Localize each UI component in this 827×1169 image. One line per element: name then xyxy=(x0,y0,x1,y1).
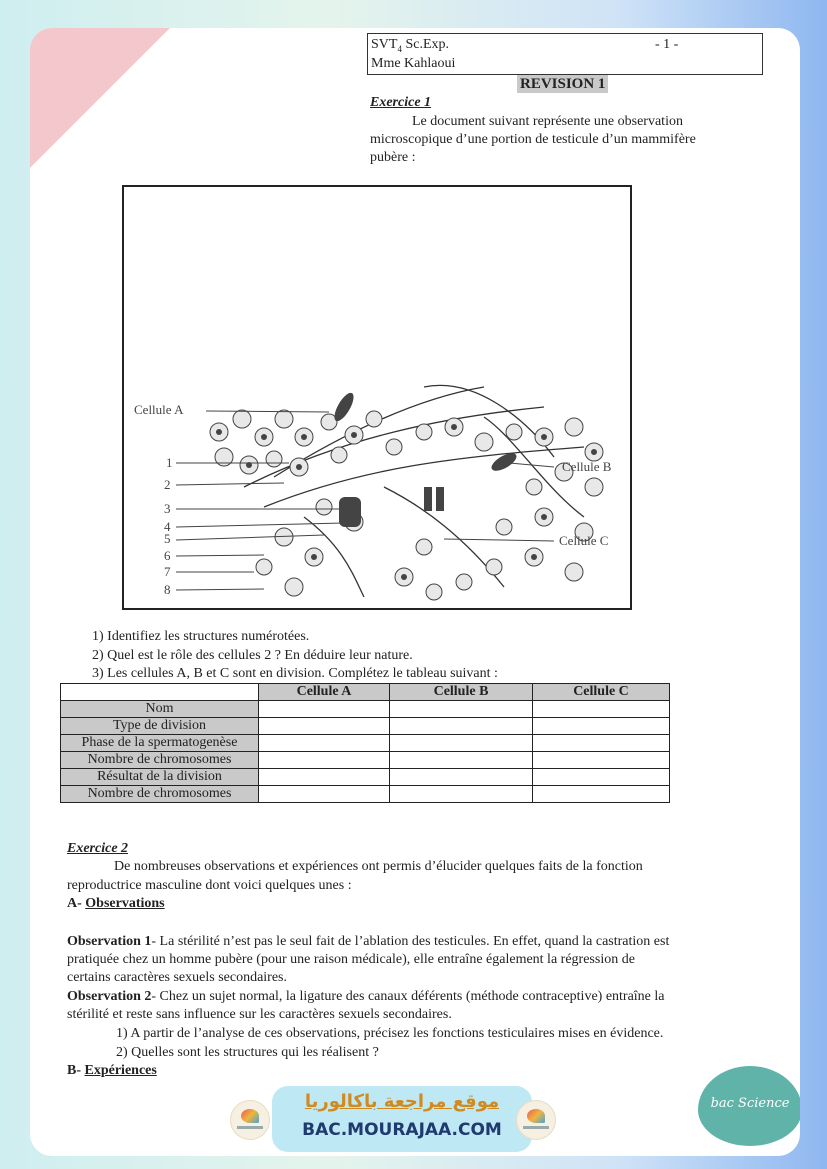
label-num-7: 7 xyxy=(164,564,171,579)
table-cell[interactable] xyxy=(533,718,670,735)
label-cellule-b: Cellule B xyxy=(562,459,612,474)
row-label: Résultat de la division xyxy=(61,769,259,786)
table-cell[interactable] xyxy=(390,718,533,735)
obs1-line1: Observation 1- La stérilité n’est pas le seul fait de l’ablation des testicules. En effet, quand la castration est xyxy=(67,934,670,949)
label-num-1: 1 xyxy=(166,455,173,470)
label-cellule-c: Cellule C xyxy=(559,533,609,548)
row-label: Nombre de chromosomes xyxy=(61,786,259,803)
table-cell[interactable] xyxy=(533,735,670,752)
header-box xyxy=(367,33,763,75)
ex1-intro-line1: Le document suivant représente une observation xyxy=(412,114,683,129)
ex1-title: Exercice 1 xyxy=(370,95,432,110)
table-row xyxy=(61,718,670,735)
obs2-line2: stérilité et reste sans influence sur les caractères sexuels secondaires. xyxy=(67,1007,452,1022)
site-logo-right-icon xyxy=(516,1100,556,1140)
obs1-line3: certains caractères sexuels secondaires. xyxy=(67,970,287,985)
section-b-heading: B- Expériences xyxy=(67,1063,157,1078)
ex2-intro-line1: De nombreuses observations et expériences ont permis d’élucider quelques faits de la fonction xyxy=(114,859,643,874)
table-row xyxy=(61,786,670,803)
ex1-question-2: 2) Quel est le rôle des cellules 2 ? En déduire leur nature. xyxy=(92,648,413,663)
table-header-row xyxy=(61,684,670,701)
table-cell[interactable] xyxy=(259,752,390,769)
header-course: $SVT_4$ Sc.Exp. xyxy=(371,37,450,54)
page-title: REVISION 1 xyxy=(517,75,608,93)
table-cell[interactable] xyxy=(259,769,390,786)
row-label: Type de division xyxy=(61,718,259,735)
footer-url-link[interactable]: BAC.MOURAJAA.COM xyxy=(302,1120,502,1140)
obs1-line2: pratiquée chez un homme pubère (pour une raison médicale), elle entraîne également la régression de xyxy=(67,952,635,967)
table-row xyxy=(61,752,670,769)
obs2-line1: Observation 2- Chez un sujet normal, la ligature des canaux déférents (méthode contraceptive) entraîne la xyxy=(67,989,665,1004)
label-cellule-a: Cellule A xyxy=(134,402,184,417)
table-corner-cell xyxy=(61,684,259,701)
testis-figure xyxy=(122,185,632,610)
ex1-intro-line3: pubère : xyxy=(370,150,416,165)
row-label: Nom xyxy=(61,701,259,718)
row-label: Phase de la spermatogenèse xyxy=(61,735,259,752)
table-cell[interactable] xyxy=(259,718,390,735)
table-cell[interactable] xyxy=(259,735,390,752)
table-cell[interactable] xyxy=(533,701,670,718)
table-cell[interactable] xyxy=(390,786,533,803)
table-header: Cellule A xyxy=(259,684,390,701)
ex1-question-3: 3) Les cellules A, B et C sont en division. Complétez le tableau suivant : xyxy=(92,666,498,681)
ex2-question-1: 1) A partir de l’analyse de ces observations, précisez les fonctions testiculaires mises en évidence. xyxy=(116,1026,664,1041)
table-header: Cellule C xyxy=(533,684,670,701)
header-teacher: Mme Kahlaoui xyxy=(371,56,456,71)
ex1-question-1: 1) Identifiez les structures numérotées. xyxy=(92,629,310,644)
ex2-intro-line2: reproductrice masculine dont voici quelques unes : xyxy=(67,878,352,893)
label-num-5: 5 xyxy=(164,531,171,546)
ex2-question-2: 2) Quelles sont les structures qui les réalisent ? xyxy=(116,1045,379,1060)
label-num-3: 3 xyxy=(164,501,171,516)
table-cell[interactable] xyxy=(390,769,533,786)
table-header: Cellule B xyxy=(390,684,533,701)
table-cell[interactable] xyxy=(259,786,390,803)
corner-decoration xyxy=(30,28,170,168)
table-row xyxy=(61,769,670,786)
table-cell[interactable] xyxy=(533,769,670,786)
table-cell[interactable] xyxy=(390,735,533,752)
section-a-heading: A- Observations xyxy=(67,896,165,911)
table-cell[interactable] xyxy=(259,701,390,718)
row-label: Nombre de chromosomes xyxy=(61,752,259,769)
table-cell[interactable] xyxy=(533,752,670,769)
ex1-intro-line2: microscopique d’une portion de testicule d’un mammifère xyxy=(370,132,696,147)
table-cell[interactable] xyxy=(533,786,670,803)
table-row xyxy=(61,735,670,752)
page-number: - 1 - xyxy=(655,37,679,52)
table-cell[interactable] xyxy=(390,752,533,769)
table-row xyxy=(61,701,670,718)
footer-arabic-title: موقع مراجعة باكالوريا xyxy=(304,1091,500,1112)
ex2-title: Exercice 2 xyxy=(67,841,129,856)
division-table xyxy=(60,683,670,803)
testis-drawing xyxy=(124,187,630,608)
label-num-2: 2 xyxy=(164,477,171,492)
table-cell[interactable] xyxy=(390,701,533,718)
site-logo-left-icon xyxy=(230,1100,270,1140)
label-num-8: 8 xyxy=(164,582,171,597)
label-num-6: 6 xyxy=(164,548,171,563)
bac-science-badge: bac Science xyxy=(698,1066,800,1146)
footer-banner[interactable] xyxy=(272,1086,532,1152)
label-num-4: 4 xyxy=(164,519,171,534)
document-page xyxy=(30,28,800,1156)
